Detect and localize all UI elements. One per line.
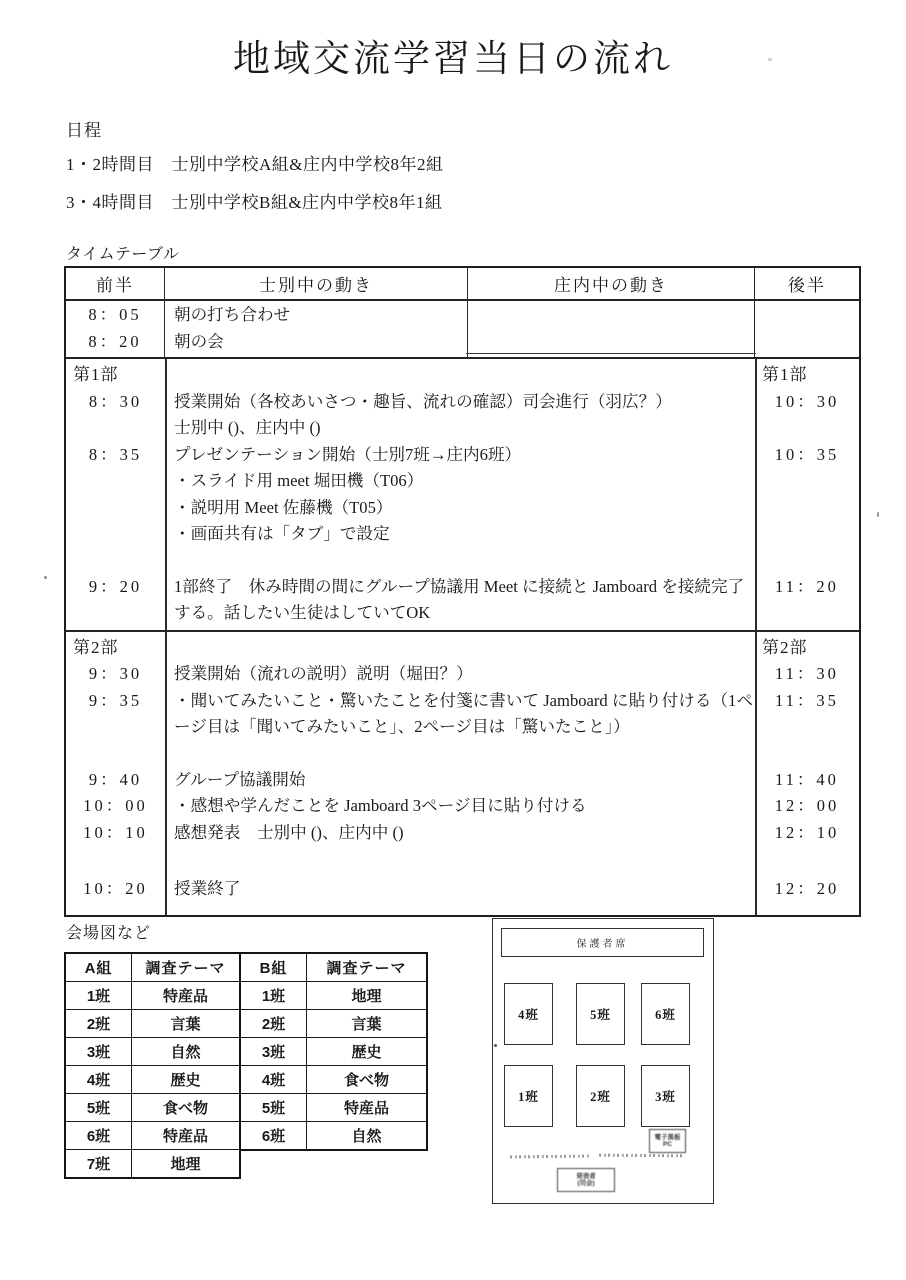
table-row [241, 1094, 426, 1122]
group-desk-3: 3班 [641, 1065, 690, 1127]
timetable-row [66, 415, 859, 442]
time-cell: 10：10 [83, 822, 148, 842]
time-cell: 9：20 [88, 576, 143, 596]
time-cell: 9：40 [88, 769, 143, 789]
illegible-annotation-box [557, 1168, 615, 1192]
column-header-shibetsu: 士別中の動き [165, 268, 468, 299]
time-cell [66, 600, 165, 627]
table-row [66, 1010, 239, 1038]
group-cell: 4班 [241, 1066, 307, 1093]
theme-table-group-b [239, 952, 428, 1151]
timetable-row [66, 661, 859, 688]
annotation-line: PC [662, 1141, 673, 1148]
timetable-row [66, 767, 859, 794]
timetable-row [66, 793, 859, 820]
table-row [66, 982, 239, 1010]
timetable-row [66, 495, 859, 522]
group-cell: 1班 [66, 982, 132, 1009]
parents-seats-box: 保護者席 [501, 928, 704, 957]
theme-column-header: 調査テーマ [326, 960, 407, 977]
time-cell: 12：10 [774, 822, 840, 842]
theme-cell: 食べ物 [162, 1100, 208, 1117]
timetable-row [66, 442, 859, 469]
activity-cell [165, 362, 755, 389]
scan-speck [44, 576, 47, 579]
time-cell [755, 468, 859, 495]
group-cell: 4班 [66, 1066, 132, 1093]
group-cell: 5班 [241, 1094, 307, 1121]
scan-speck [768, 58, 772, 61]
activity-cell: 朝の打ち合わせ [174, 305, 291, 324]
venue-diagram [492, 918, 714, 1204]
time-cell: 10：35 [774, 444, 840, 464]
theme-cell: 特産品 [343, 1100, 389, 1117]
time-cell: 12：20 [774, 879, 840, 898]
theme-cell: 自然 [351, 1128, 382, 1145]
timetable-row [66, 389, 859, 416]
timetable-header-row [66, 268, 859, 301]
timetable-section-1 [66, 359, 859, 632]
schedule-line-1: 1・2時間目 士別中学校А組&庄内中学校8年2組 [66, 155, 444, 174]
time-cell: 11：40 [775, 769, 839, 789]
column-header-second-half: 後半 [788, 276, 826, 295]
column-divider [165, 632, 167, 915]
theme-table-group-a [64, 952, 241, 1179]
timetable-row [66, 521, 859, 548]
venue-heading: 会場図など [66, 925, 152, 942]
morning-shonai-empty-cell [468, 301, 755, 357]
time-cell: 9：35 [88, 690, 143, 710]
time-cell: 8：05 [88, 305, 142, 324]
schedule-heading: 日程 [66, 121, 102, 140]
time-cell: 12：00 [774, 796, 840, 815]
group-desk-5: 5班 [576, 983, 625, 1045]
time-cell [66, 415, 165, 442]
section-label-row [66, 635, 859, 662]
group-cell: 1班 [241, 982, 307, 1009]
time-cell [755, 600, 859, 627]
time-cell [755, 521, 859, 548]
morning-activities [165, 301, 468, 357]
theme-cell: 地理 [170, 1156, 201, 1173]
table-row [66, 1094, 239, 1122]
theme-table-header [241, 954, 426, 982]
pencil-scribble [599, 1154, 684, 1158]
column-divider [755, 632, 757, 915]
section-label: 第2部 [73, 637, 119, 657]
timetable-heading: タイムテーブル [66, 246, 180, 263]
group-desk-4: 4班 [504, 983, 553, 1045]
activity-cell: する。話したい生徒はしていてOK [174, 603, 431, 622]
timetable [64, 266, 861, 917]
time-cell [755, 714, 859, 741]
time-cell: 11：30 [775, 664, 839, 683]
section-label: 第1部 [73, 365, 119, 384]
group-cell: 5班 [66, 1094, 132, 1121]
scan-speck [494, 1044, 497, 1047]
morning-second-half-empty-cell [755, 301, 859, 357]
theme-cell: 特産品 [162, 1128, 208, 1145]
activity-cell: ・感想や学んだことを Jamboard 3ページ目に貼り付ける [174, 796, 587, 815]
table-row [66, 1122, 239, 1150]
time-cell: 10：00 [83, 796, 148, 815]
theme-cell: 食べ物 [343, 1072, 389, 1089]
activity-cell: 感想発表 士別中 ()、庄内中 () [174, 822, 404, 842]
time-cell [66, 468, 165, 495]
time-cell [755, 415, 859, 442]
scan-line-artifact [466, 353, 755, 355]
column-divider [755, 359, 757, 630]
theme-column-header: 調査テーマ [145, 960, 226, 977]
activity-cell: 授業開始（流れの説明）説明（堀田？） [174, 664, 473, 683]
timetable-section-2 [66, 632, 859, 915]
time-cell [66, 714, 165, 741]
table-row [241, 1122, 426, 1149]
timetable-row [66, 574, 859, 601]
activity-cell: 士別中 ()、庄内中 () [174, 418, 321, 437]
scan-speck [877, 512, 879, 517]
activity-cell: 授業終了 [174, 879, 241, 898]
theme-cell: 地理 [351, 988, 382, 1005]
group-desk-6: 6班 [641, 983, 690, 1045]
timetable-row [66, 876, 859, 903]
time-cell: 10：20 [83, 879, 148, 898]
annotation-line: (司会) [577, 1180, 595, 1187]
activity-cell: 朝の会 [174, 332, 224, 351]
column-divider [165, 359, 167, 630]
row-spacer [66, 548, 859, 574]
theme-cell: 言葉 [170, 1016, 201, 1033]
table-row [66, 1066, 239, 1094]
group-cell: 2班 [241, 1010, 307, 1037]
pencil-scribble [510, 1155, 590, 1159]
section-label: 第1部 [762, 365, 808, 384]
table-row [241, 1038, 426, 1066]
activity-cell: ・スライド用 meet 堀田機（T06） [174, 471, 424, 490]
timetable-row [66, 468, 859, 495]
activity-cell: ージ目は「聞いてみたいこと」、2ページ目は「驚いたこと」） [174, 717, 630, 736]
page-title: 地域交流学習当日の流れ [233, 39, 673, 80]
time-cell [66, 495, 165, 522]
group-cell: 3班 [66, 1038, 132, 1065]
column-header-first-half: 前半 [66, 268, 165, 299]
timetable-morning-row [66, 301, 859, 359]
table-row [241, 1010, 426, 1038]
morning-times [66, 301, 165, 357]
activity-cell: 1部終了 休み時間の間にグループ協議用 Meet に接続と Jamboard を接続完了 [174, 576, 745, 596]
time-cell: 10：30 [774, 391, 840, 411]
time-cell: 11：20 [775, 576, 839, 596]
table-row [241, 982, 426, 1010]
theme-cell: 言葉 [351, 1016, 382, 1033]
table-row [66, 1038, 239, 1066]
activity-cell: ・画面共有は「タブ」で設定 [174, 524, 390, 543]
group-cell: 3班 [241, 1038, 307, 1065]
annotation-line: 発表者 [576, 1172, 596, 1180]
section-label-row [66, 362, 859, 389]
theme-cell: 自然 [170, 1044, 201, 1061]
timetable-row [66, 820, 859, 847]
schedule-line-2: 3・4時間目 士別中学校B組&庄内中学校8年1組 [66, 193, 443, 212]
timetable-row [66, 600, 859, 627]
annotation-line: 電子黒板 [654, 1133, 681, 1141]
group-desk-2: 2班 [576, 1065, 625, 1127]
activity-cell: グループ協議開始 [174, 769, 306, 789]
group-column-header: B組 [241, 954, 307, 981]
theme-cell: 歴史 [170, 1072, 201, 1089]
activity-cell: 授業開始（各校あいさつ・趣旨、流れの確認）司会進行（羽広？） [174, 391, 672, 411]
illegible-annotation-box [649, 1129, 686, 1153]
theme-cell: 特産品 [162, 988, 208, 1005]
activity-cell: ・説明用 Meet 佐藤機（T05） [174, 497, 393, 517]
table-row [241, 1066, 426, 1094]
time-cell [755, 495, 859, 522]
group-column-header: A組 [66, 954, 132, 981]
activity-cell: プレゼンテーション開始（士別7班→庄内6班） [174, 444, 522, 464]
time-cell: 11：35 [775, 690, 839, 710]
group-cell: 7班 [66, 1150, 132, 1177]
activity-cell: ・聞いてみたいこと・驚いたことを付箋に書いて Jamboard に貼り付ける（1ペ [174, 690, 753, 710]
group-desk-1: 1班 [504, 1065, 553, 1127]
time-cell: 8：20 [88, 332, 142, 351]
group-cell: 6班 [66, 1122, 132, 1149]
time-cell [66, 521, 165, 548]
time-cell: 8：35 [88, 444, 143, 464]
column-header-shonai: 庄内中の動き [468, 268, 755, 299]
table-row [66, 1150, 239, 1177]
section-label: 第2部 [762, 637, 808, 657]
timetable-row [66, 714, 859, 741]
group-cell: 6班 [241, 1122, 307, 1149]
time-cell: 8：30 [88, 391, 143, 411]
activity-cell [165, 635, 755, 662]
timetable-row [66, 688, 859, 715]
row-spacer [66, 846, 859, 876]
row-spacer [66, 741, 859, 767]
theme-cell: 歴史 [351, 1044, 382, 1061]
group-cell: 2班 [66, 1010, 132, 1037]
theme-table-header [66, 954, 239, 982]
time-cell: 9：30 [88, 664, 143, 683]
